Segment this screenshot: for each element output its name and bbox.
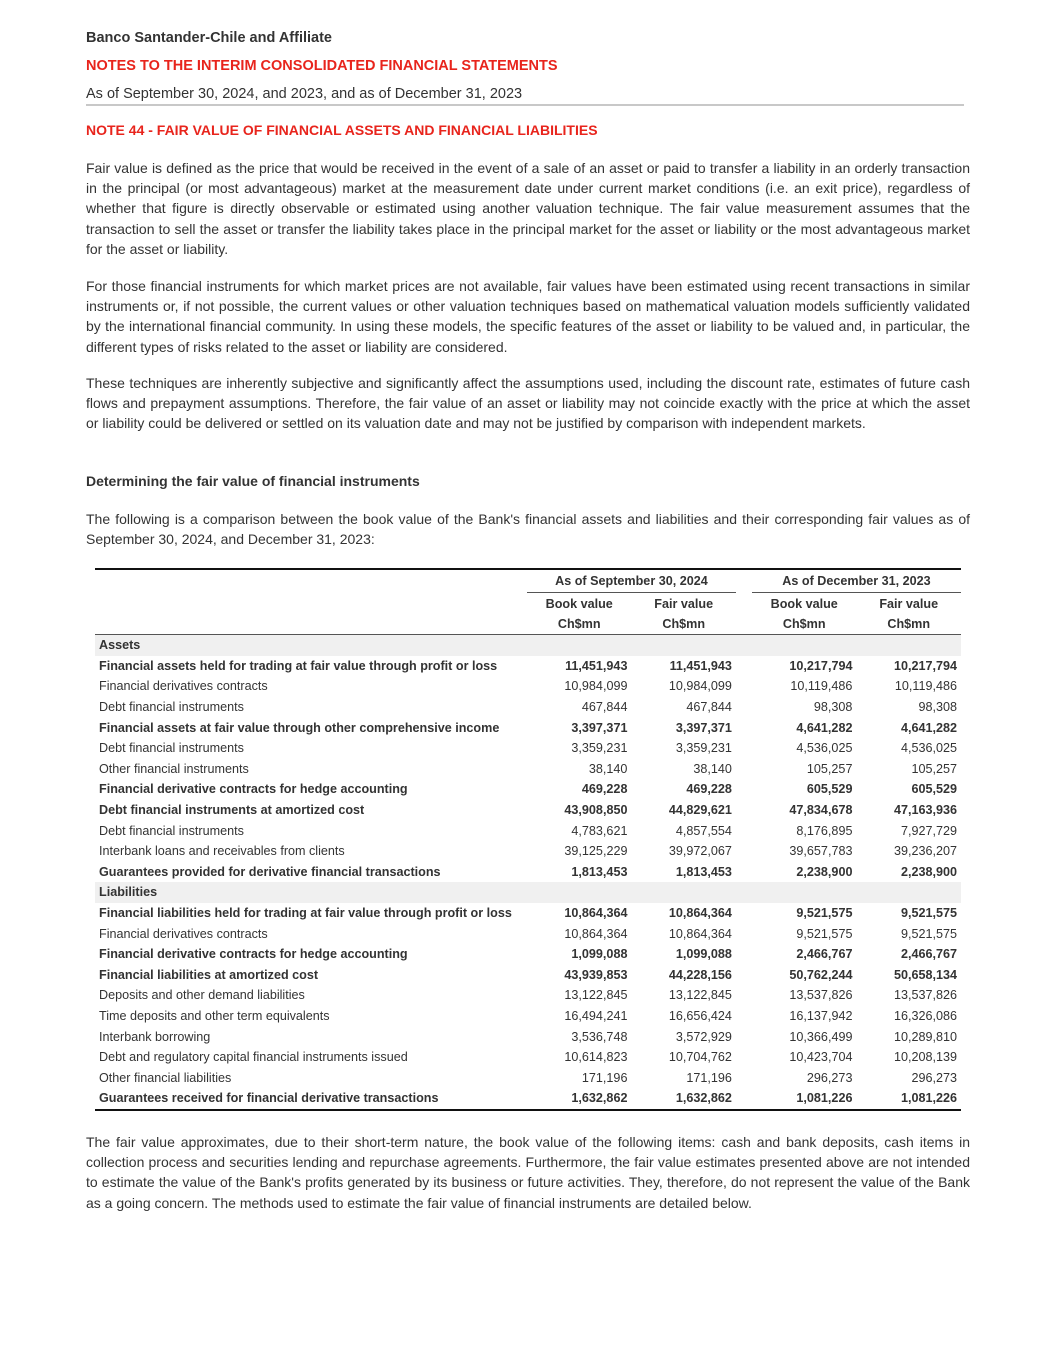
table-row xyxy=(95,944,961,965)
column-gap xyxy=(736,923,752,944)
column-gap xyxy=(736,738,752,759)
table-row xyxy=(95,862,961,883)
fair-value-2024-cell: 1,813,453 xyxy=(675,864,732,879)
row-label: Interbank loans and receivables from clients xyxy=(99,844,345,859)
column-gap xyxy=(736,1006,752,1027)
section-subheading: Determining the fair value of financial instruments xyxy=(86,473,420,489)
book-value-2023-cell: 9,521,575 xyxy=(796,906,853,921)
row-label: Financial assets at fair value through other comprehensive income xyxy=(99,720,500,735)
fair-value-2023-cell: 9,521,575 xyxy=(900,906,957,921)
fair-value-2023-cell: 2,466,767 xyxy=(900,947,957,962)
column-gap xyxy=(736,717,752,738)
row-label: Liabilities xyxy=(95,882,527,903)
row-label: Other financial instruments xyxy=(99,761,249,776)
table-row xyxy=(95,1088,961,1110)
book-value-2024-cell xyxy=(527,635,631,656)
row-label: Financial derivatives contracts xyxy=(99,926,268,941)
table-row xyxy=(95,1026,961,1047)
book-value-2024-cell: 10,984,099 xyxy=(564,679,628,694)
fair-value-2024-cell: 1,099,088 xyxy=(675,947,732,962)
fair-value-2023-cell: 9,521,575 xyxy=(900,926,957,941)
fair-value-2024-cell: 16,656,424 xyxy=(668,1008,732,1023)
book-value-2024-cell: 1,813,453 xyxy=(571,864,628,879)
fair-value-2024-cell: 10,864,364 xyxy=(668,926,732,941)
book-value-2024-cell: 1,632,862 xyxy=(527,1088,631,1110)
row-label: Assets xyxy=(95,635,527,656)
column-gap xyxy=(736,965,752,986)
col-header-fair-value: Fair value xyxy=(879,596,939,611)
paragraph-comparison-intro: The following is a comparison between the book value of the Bank's financial assets and liabilities and their corresponding fair values as of September 30, 2024, and December 31, 2023: xyxy=(86,511,970,548)
col-unit: Ch$mn xyxy=(856,614,961,635)
fair-value-2024-cell: 44,228,156 xyxy=(668,967,732,982)
table-row xyxy=(95,923,961,944)
fair-value-2024-cell: 4,857,554 xyxy=(675,823,732,838)
paragraph-techniques: These techniques are inherently subjective and significantly affect the assumptions used, including the discount rate, estimates of future cash flows and prepayment assumptions. Therefore, the fair value of an asset or liability may not coincide exactly with the price at which the asset or liability could be delivered or settled on its valuation date and may not be justified by comparison with independent markets. xyxy=(86,375,970,432)
row-label: Interbank borrowing xyxy=(99,1029,211,1044)
book-value-2023-cell: 16,137,942 xyxy=(789,1008,853,1023)
row-label: Debt financial instruments at amortized cost xyxy=(99,803,365,818)
book-value-2024-cell: 10,864,364 xyxy=(564,906,628,921)
book-value-2023-cell: 2,238,900 xyxy=(796,864,853,879)
book-value-2024-cell: 10,614,823 xyxy=(564,1050,628,1065)
table-row xyxy=(95,676,961,697)
fair-value-2023-cell: 4,536,025 xyxy=(900,741,957,756)
fair-value-2024-cell: 10,984,099 xyxy=(668,679,732,694)
fair-value-2023-cell: 98,308 xyxy=(918,700,957,715)
row-label: Financial liabilities at amortized cost xyxy=(99,967,319,982)
column-gap xyxy=(736,676,752,697)
company-name: Banco Santander-Chile and Affiliate xyxy=(86,30,332,46)
fair-value-2024-cell xyxy=(631,882,735,903)
note-title: NOTE 44 - FAIR VALUE OF FINANCIAL ASSETS AND FINANCIAL LIABILITIES xyxy=(86,122,598,138)
table-row xyxy=(95,965,961,986)
column-gap xyxy=(736,862,752,883)
fair-value-2024-cell: 1,632,862 xyxy=(631,1088,735,1110)
column-gap xyxy=(736,1047,752,1068)
fair-value-2024-cell: 13,122,845 xyxy=(668,988,732,1003)
col-header-fair-value: Fair value xyxy=(654,596,714,611)
fair-value-2023-cell xyxy=(856,635,961,656)
table-row xyxy=(95,1006,961,1027)
col-unit: Ch$mn xyxy=(527,614,631,635)
book-value-2023-cell: 1,081,226 xyxy=(752,1088,856,1110)
book-value-2023-cell: 296,273 xyxy=(806,1070,853,1085)
book-value-2024-cell: 469,228 xyxy=(581,782,628,797)
table-row xyxy=(95,759,961,780)
column-gap xyxy=(736,1088,752,1110)
book-value-2023-cell: 9,521,575 xyxy=(796,926,853,941)
table-section-row xyxy=(95,635,961,656)
row-label: Guarantees provided for derivative financial transactions xyxy=(99,864,441,879)
fair-value-table-wrapper xyxy=(95,568,961,1111)
book-value-2024-cell: 38,140 xyxy=(588,761,628,776)
book-value-2024-cell xyxy=(527,882,631,903)
book-value-2023-cell: 13,537,826 xyxy=(789,988,853,1003)
book-value-2023-cell xyxy=(752,882,856,903)
book-value-2024-cell: 43,939,853 xyxy=(564,967,628,982)
fair-value-2023-cell: 10,208,139 xyxy=(893,1050,957,1065)
fair-value-2023-cell: 10,217,794 xyxy=(893,658,957,673)
column-gap xyxy=(736,985,752,1006)
book-value-2023-cell: 10,366,499 xyxy=(789,1029,853,1044)
table-section-row xyxy=(95,882,961,903)
table-row xyxy=(95,985,961,1006)
table-row xyxy=(95,903,961,924)
column-gap xyxy=(736,800,752,821)
paragraph-market-prices: For those financial instruments for which market prices are not available, fair values have been estimated using recent transactions in similar instruments or, if not possible, the current values or other valuation techniques based on mathematical valuation models sufficiently validated by the international financial community. In using these models, the specific features of the asset or liability to be valued and, in particular, the different types of risks related to the asset or liability are considered. xyxy=(86,278,970,355)
book-value-2024-cell: 1,099,088 xyxy=(571,947,628,962)
fair-value-2023-cell: 39,236,207 xyxy=(893,844,957,859)
fair-value-2024-cell: 44,829,621 xyxy=(668,803,732,818)
row-label: Debt financial instruments xyxy=(99,823,244,838)
fair-value-2024-cell: 467,844 xyxy=(686,700,732,715)
notes-title: NOTES TO THE INTERIM CONSOLIDATED FINANCIAL STATEMENTS xyxy=(86,58,558,74)
row-label: Financial derivative contracts for hedge accounting xyxy=(99,947,408,962)
book-value-2023-cell: 98,308 xyxy=(813,700,853,715)
fair-value-2024-cell: 39,972,067 xyxy=(668,844,732,859)
fair-value-2023-cell: 1,081,226 xyxy=(856,1088,961,1110)
table-row xyxy=(95,656,961,677)
table-row xyxy=(95,820,961,841)
book-value-2023-cell: 4,641,282 xyxy=(796,720,853,735)
column-gap xyxy=(736,903,752,924)
book-value-2024-cell: 3,536,748 xyxy=(571,1029,628,1044)
fair-value-2024-cell: 171,196 xyxy=(686,1070,732,1085)
fair-value-2024-cell: 3,572,929 xyxy=(675,1029,732,1044)
fair-value-2023-cell: 7,927,729 xyxy=(900,823,957,838)
book-value-2024-cell: 467,844 xyxy=(581,700,628,715)
fair-value-2023-cell: 13,537,826 xyxy=(893,988,957,1003)
row-label: Financial assets held for trading at fair value through profit or loss xyxy=(99,658,498,673)
book-value-2023-cell: 39,657,783 xyxy=(789,844,853,859)
row-label: Debt and regulatory capital financial instruments issued xyxy=(99,1050,408,1065)
column-gap xyxy=(736,1026,752,1047)
book-value-2024-cell: 3,397,371 xyxy=(571,720,628,735)
header-divider xyxy=(86,104,964,106)
row-label: Guarantees received for financial derivative transactions xyxy=(95,1088,527,1110)
book-value-2024-cell: 13,122,845 xyxy=(564,988,628,1003)
book-value-2024-cell: 16,494,241 xyxy=(564,1008,628,1023)
column-gap xyxy=(736,635,752,656)
fair-value-2024-cell: 38,140 xyxy=(693,761,732,776)
row-label: Financial liabilities held for trading at fair value through profit or loss xyxy=(99,906,512,921)
fair-value-2023-cell: 10,119,486 xyxy=(894,679,957,694)
fair-value-2023-cell: 296,273 xyxy=(911,1070,957,1085)
book-value-2023-cell: 47,834,678 xyxy=(789,803,853,818)
col-unit: Ch$mn xyxy=(752,614,856,635)
table-row xyxy=(95,779,961,800)
fair-value-2024-cell: 10,704,762 xyxy=(668,1050,732,1065)
date-line: As of September 30, 2024, and 2023, and as of December 31, 2023 xyxy=(86,86,523,102)
fair-value-2023-cell: 2,238,900 xyxy=(900,864,957,879)
row-label: Other financial liabilities xyxy=(99,1070,232,1085)
fair-value-2023-cell: 105,257 xyxy=(911,761,957,776)
row-label: Financial derivatives contracts xyxy=(99,679,268,694)
fair-value-2023-cell: 605,529 xyxy=(911,782,957,797)
table-row xyxy=(95,1067,961,1088)
fair-value-2024-cell: 3,397,371 xyxy=(675,720,732,735)
fair-value-2024-cell: 10,864,364 xyxy=(668,906,732,921)
column-gap xyxy=(736,841,752,862)
row-label: Financial derivative contracts for hedge accounting xyxy=(99,782,408,797)
fair-value-2023-cell xyxy=(856,882,961,903)
table-row xyxy=(95,841,961,862)
fair-value-2023-cell: 10,289,810 xyxy=(893,1029,957,1044)
book-value-2024-cell: 3,359,231 xyxy=(571,741,628,756)
fair-value-2023-cell: 50,658,134 xyxy=(893,967,957,982)
fair-value-2024-cell: 11,451,943 xyxy=(669,658,732,673)
book-value-2023-cell: 4,536,025 xyxy=(796,741,853,756)
book-value-2024-cell: 39,125,229 xyxy=(564,844,628,859)
book-value-2023-cell: 8,176,895 xyxy=(796,823,853,838)
book-value-2024-cell: 171,196 xyxy=(581,1070,628,1085)
column-gap xyxy=(736,820,752,841)
col-unit: Ch$mn xyxy=(631,614,735,635)
table-row xyxy=(95,738,961,759)
paragraph-closing: The fair value approximates, due to their short-term nature, the book value of the following items: cash and bank deposits, cash items in collection process and securities lending and repurchase agreements. Furthermore, the fair value estimates presented above are not intended to estimate the value of the Bank's profits generated by its business or future activities. They, therefore, do not represent the value of the Bank as a going concern. The methods used to estimate the fair value of financial instruments are detailed below. xyxy=(86,1134,970,1211)
paragraph-fair-value-definition: Fair value is defined as the price that would be received in the event of a sale of an asset or paid to transfer a liability in an orderly transaction in the principal (or most advantageous) market at the measurement date under current market conditions (i.e. an exit price), regardless of whether that figure is directly observable or estimated using another valuation technique. The fair value measurement assumes that the transaction to sell the asset or transfer the liability takes place in the principal market for the asset or liability or the most advantageous market for the asset or liability. xyxy=(86,160,970,257)
row-label: Debt financial instruments xyxy=(99,700,244,715)
col-header-book-value: Book value xyxy=(545,596,613,611)
fair-value-table xyxy=(95,568,961,1111)
book-value-2024-cell: 4,783,621 xyxy=(571,823,628,838)
column-gap xyxy=(736,759,752,780)
book-value-2023-cell: 10,217,794 xyxy=(789,658,853,673)
column-gap xyxy=(736,779,752,800)
table-row xyxy=(95,800,961,821)
fair-value-2023-cell: 16,326,086 xyxy=(893,1008,957,1023)
book-value-2024-cell: 43,908,850 xyxy=(564,803,628,818)
book-value-2024-cell: 10,864,364 xyxy=(564,926,628,941)
group-header-sep-2024: As of September 30, 2024 xyxy=(527,570,736,593)
column-gap xyxy=(736,697,752,718)
fair-value-2024-cell: 3,359,231 xyxy=(675,741,732,756)
table-body xyxy=(95,635,961,1110)
book-value-2023-cell: 10,423,704 xyxy=(789,1050,853,1065)
fair-value-2024-cell xyxy=(631,635,735,656)
fair-value-2023-cell: 47,163,936 xyxy=(893,803,957,818)
column-gap xyxy=(736,1067,752,1088)
table-row xyxy=(95,717,961,738)
book-value-2023-cell: 10,119,486 xyxy=(790,679,853,694)
column-gap xyxy=(736,882,752,903)
book-value-2023-cell: 105,257 xyxy=(806,761,853,776)
col-header-book-value: Book value xyxy=(770,596,838,611)
row-label: Deposits and other demand liabilities xyxy=(99,988,305,1003)
table-row xyxy=(95,697,961,718)
book-value-2024-cell: 11,451,943 xyxy=(565,658,628,673)
row-label: Time deposits and other term equivalents xyxy=(99,1008,330,1023)
fair-value-2023-cell: 4,641,282 xyxy=(900,720,957,735)
book-value-2023-cell: 2,466,767 xyxy=(796,947,853,962)
book-value-2023-cell: 50,762,244 xyxy=(789,967,853,982)
fair-value-2024-cell: 469,228 xyxy=(686,782,732,797)
group-header-dec-2023: As of December 31, 2023 xyxy=(752,570,961,593)
book-value-2023-cell xyxy=(752,635,856,656)
row-label: Debt financial instruments xyxy=(99,741,244,756)
column-gap xyxy=(736,656,752,677)
table-row xyxy=(95,1047,961,1068)
book-value-2023-cell: 605,529 xyxy=(806,782,853,797)
column-gap xyxy=(736,944,752,965)
